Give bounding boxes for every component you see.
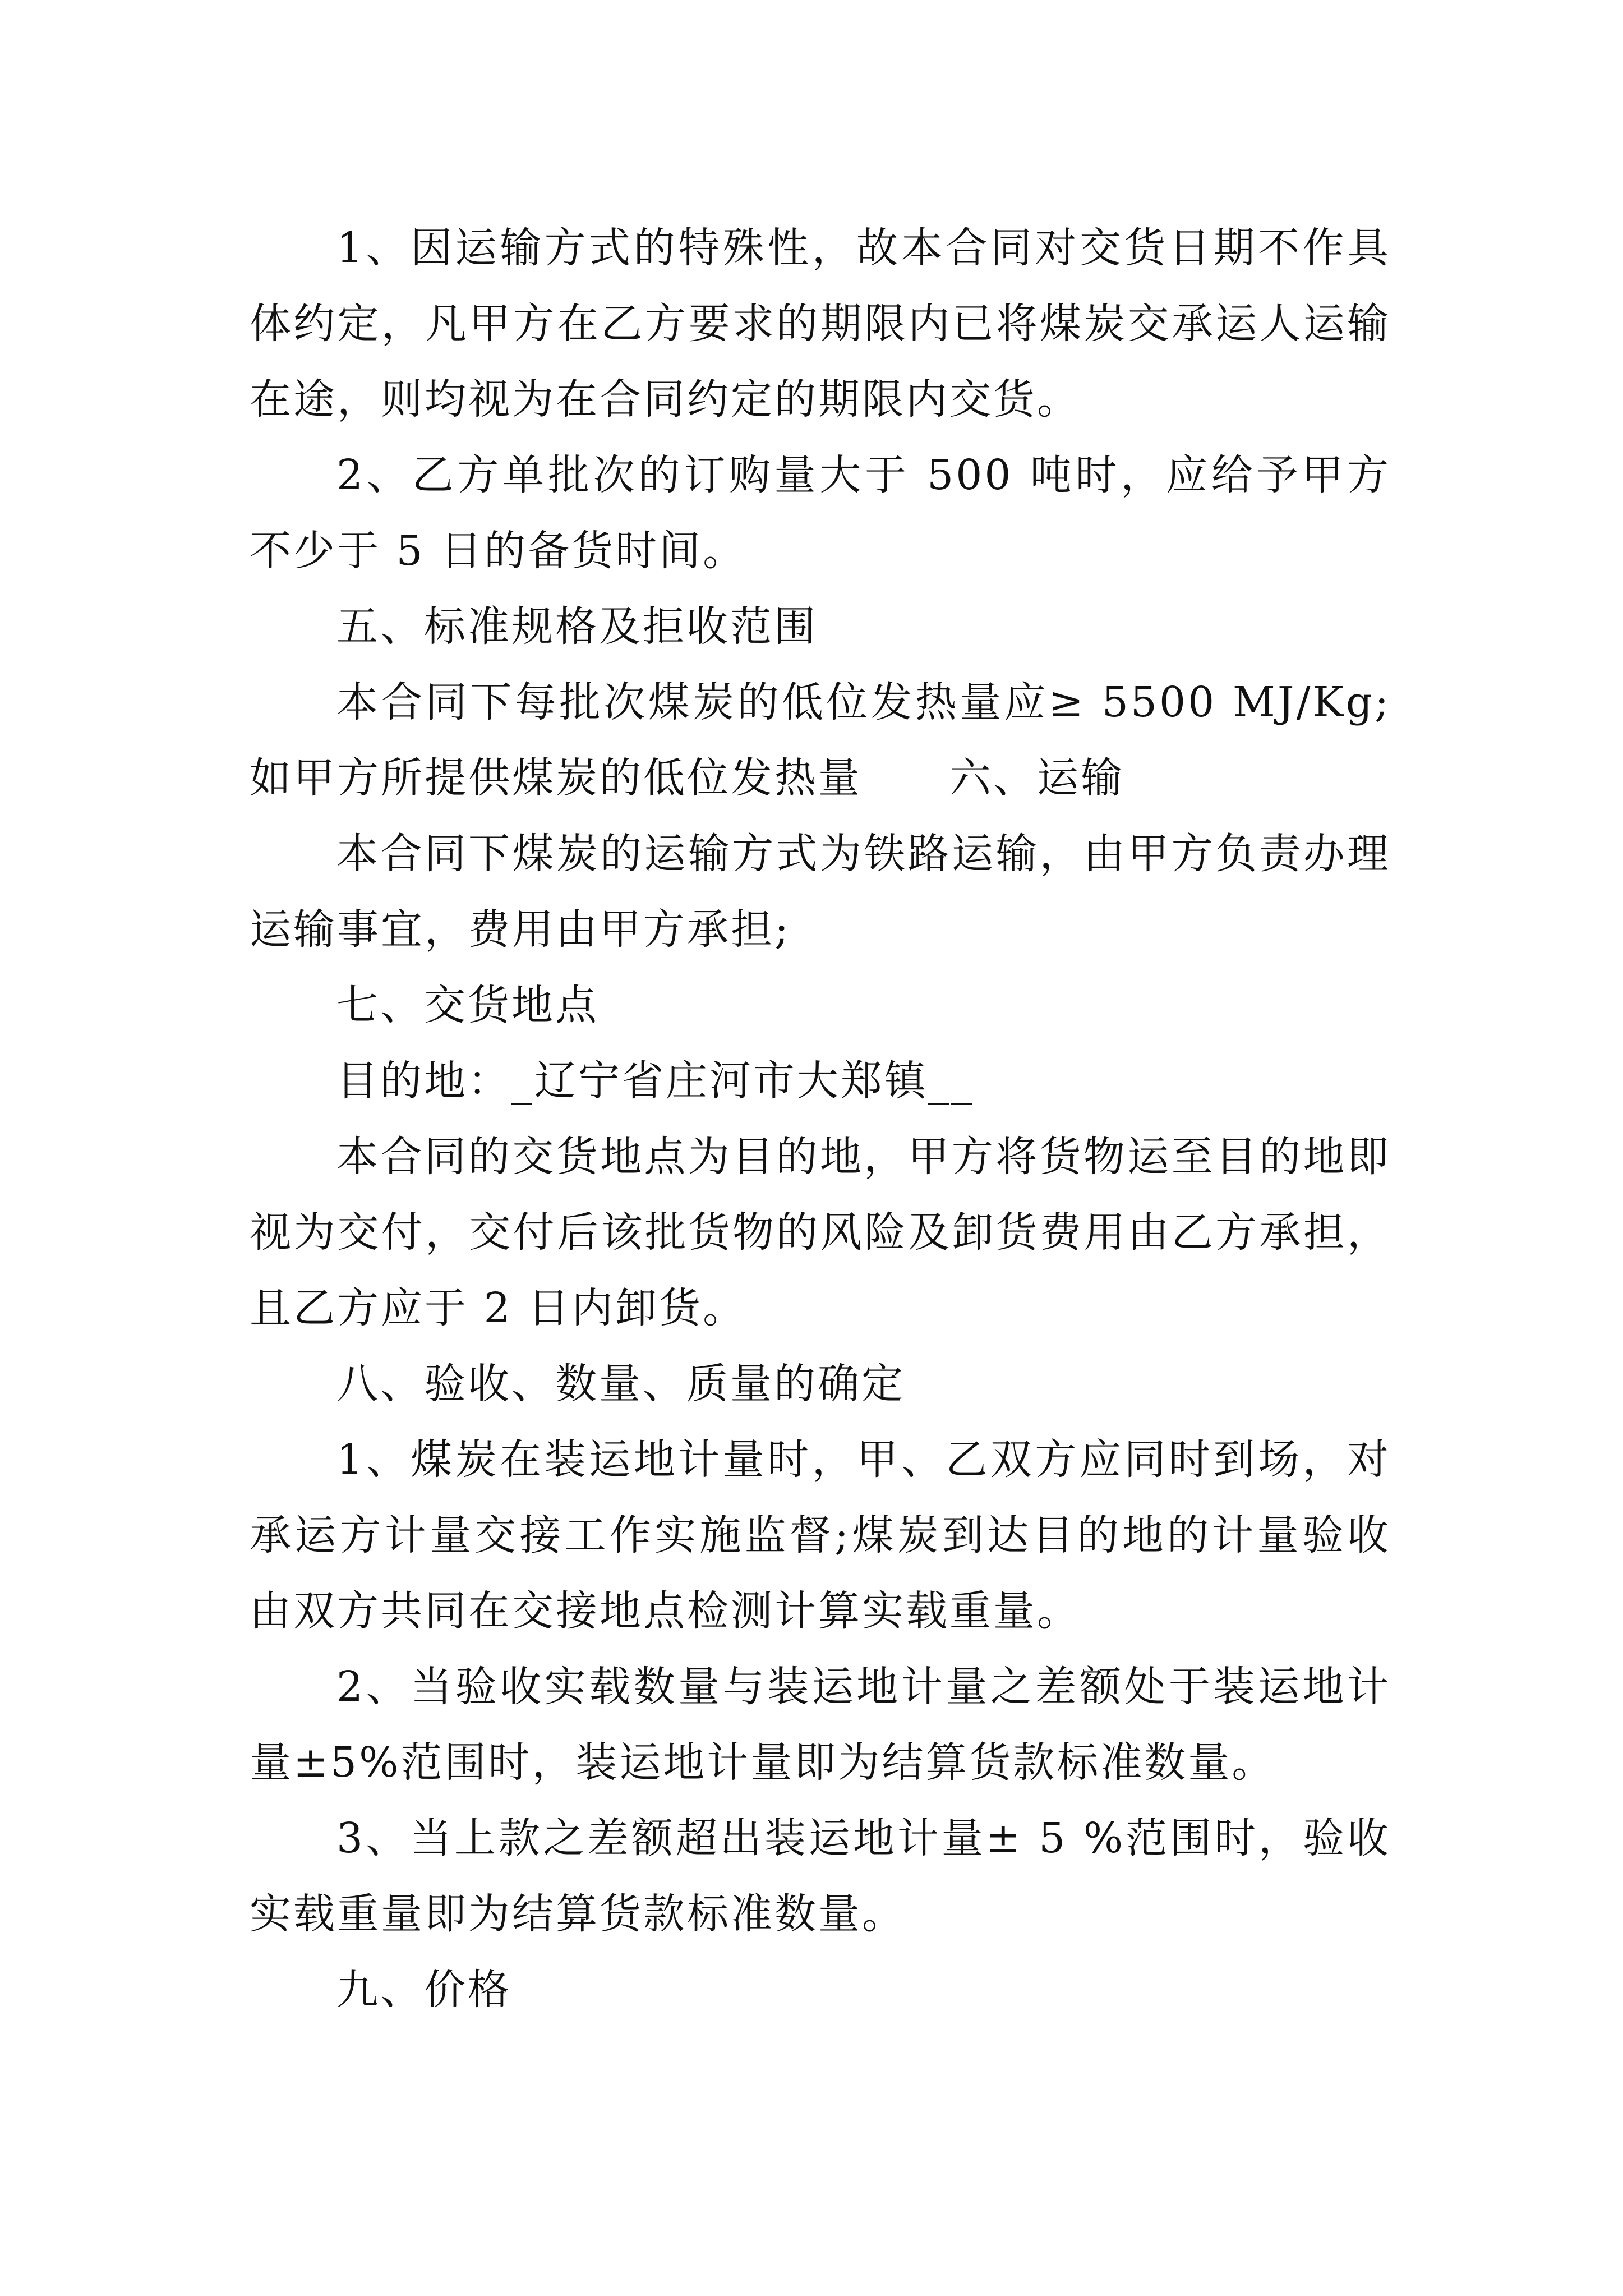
para-delivery-risk: 本合同的交货地点为目的地，甲方将货物运至目的地即视为交付，交付后该批货物的风险及卸货费用由乙方承担，且乙方应于 2 日内卸货。 [250,1133,1391,1332]
para-within-tolerance: 2、当验收实载数量与装运地计量之差额处于装运地计量±5%范围时，装运地计量即为结算货款标准数量。 [250,1663,1391,1787]
para-delivery-date: 1、因运输方式的特殊性，故本合同对交货日期不作具体约定，凡甲方在乙方要求的期限内已将煤炭交承运人运输在途，则均视为在合同约定的期限内交货。 [250,224,1391,424]
heading-standard-spec: 五、标准规格及拒收范围 [336,602,818,651]
para-calorific-value: 本合同下每批次煤炭的低位发热量应≥ 5500 MJ/Kg;如甲方所提供煤炭的低位发热量 六、运输 [250,678,1391,802]
document-body [250,210,1391,2028]
heading-delivery-place: 七、交货地点 [336,981,599,1029]
heading-price: 九、价格 [336,1966,511,2014]
para-stock-time: 2、乙方单批次的订购量大于 500 吨时，应给予甲方不少于 5 日的备货时间。 [250,451,1391,575]
para-beyond-tolerance: 3、当上款之差额超出装运地计量± 5 %范围时，验收实载重量即为结算货款标准数量。 [250,1814,1391,1938]
heading-acceptance: 八、验收、数量、质量的确定 [336,1360,905,1408]
para-transport-method: 本合同下煤炭的运输方式为铁路运输，由甲方负责办理运输事宜，费用由甲方承担; [250,830,1391,954]
para-destination: 目的地：_辽宁省庄河市大郑镇__ [336,1057,974,1105]
para-metering: 1、煤炭在装运地计量时，甲、乙双方应同时到场，对承运方计量交接工作实施监督;煤炭到达目的地的计量验收由双方共同在交接地点检测计算实载重量。 [250,1435,1391,1635]
